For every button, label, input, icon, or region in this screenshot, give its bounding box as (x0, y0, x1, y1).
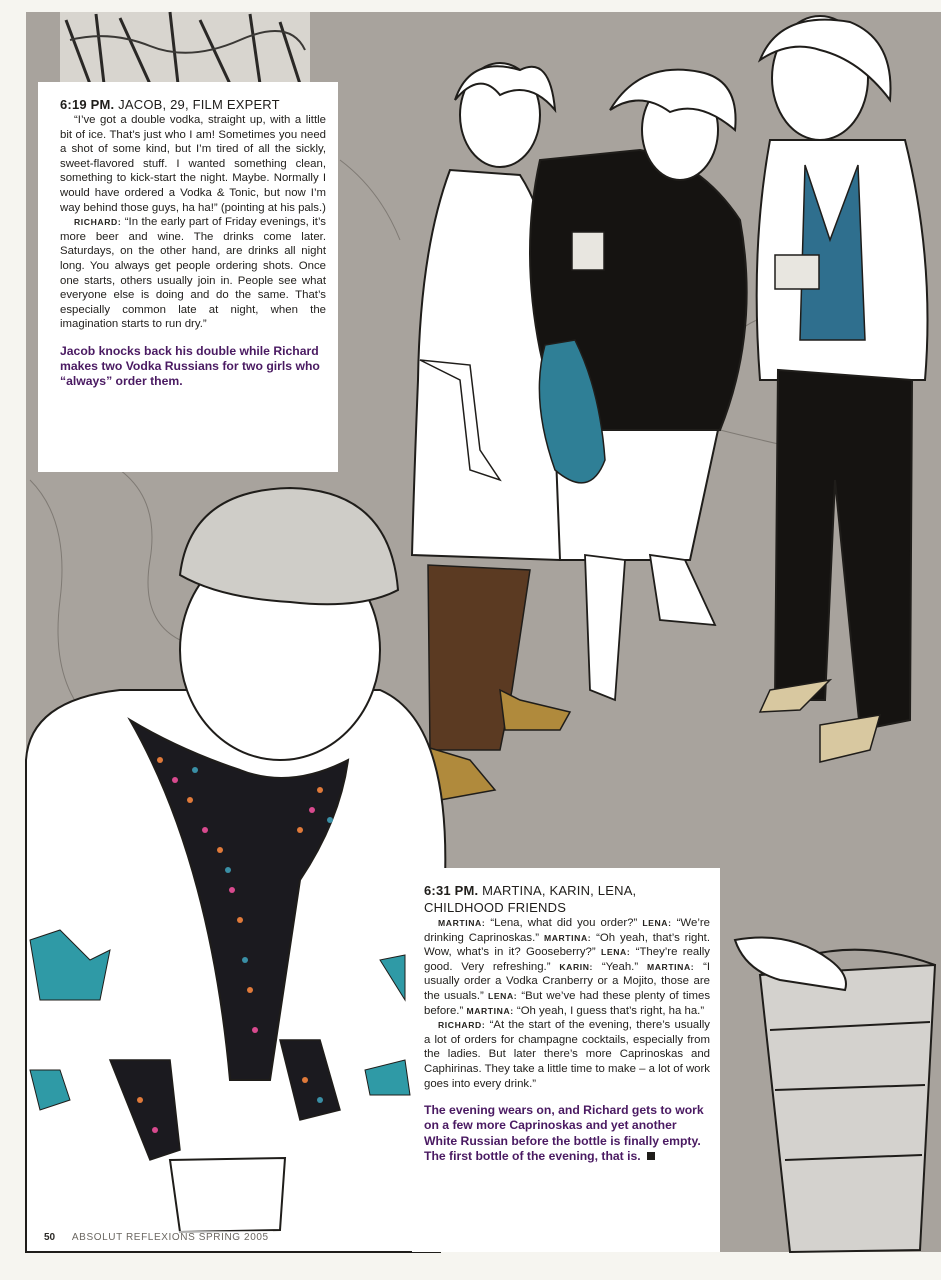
dialogue-line-3: “Oh yeah, that’s right. Wow, what’s in it? Gooseberry?” (424, 931, 710, 959)
section2-callout-text: The evening wears on, and Richard gets to work on a few more Caprinoskas and yet another White Russian before the bottle is finally empty. The first bottle of the evening, that is. (424, 1103, 704, 1163)
story-box-jacob (38, 82, 338, 472)
woman-teal-top (757, 16, 928, 762)
dialogue-line-6: “I usually order a Vodka Cranberry or a Mojito, those are the usuals.” (424, 960, 711, 1002)
speaker-richard: RICHARD: (438, 1020, 486, 1031)
speaker-lena: LENA: (487, 990, 518, 1001)
section1-callout: Jacob knocks back his double while Richard makes two Vodka Russians for two girls who “always” order them. (60, 343, 320, 389)
dialogue-line-2: “We’re drinking Caprinoskas.” (424, 917, 710, 944)
ice-bucket (735, 938, 935, 1253)
section2-person: MARTINA, KARIN, LENA, CHILDHOOD FRIENDS (424, 883, 637, 915)
dialogue-line-5: “Yeah.” (601, 960, 639, 973)
speaker-lena: LENA: (601, 947, 631, 958)
section1-person: JACOB, 29, FILM EXPERT (118, 97, 280, 112)
section1-heading (60, 96, 326, 113)
section1-time: 6:19 PM. (60, 97, 115, 112)
page-footer (40, 1231, 273, 1247)
section1-body (60, 113, 326, 332)
dialogue-line-7: “But we’ve had these plenty of times before.” (424, 989, 711, 1017)
man-with-cap (26, 488, 445, 1252)
speaker-martina: MARTINA: (466, 1005, 514, 1016)
speaker-lena: LENA: (642, 918, 672, 928)
section1-quote-richard: “In the early part of Friday evenings, it’s more beer and wine. The drinks come later. Saturdays, on the other hand, are drinks all night long. You always get people ordering shots. Once one starts, others usually join in. People see what everyone else is doing and do the same. That’s especially common late at night, when the imagination starts to run dry.” (60, 216, 326, 331)
section2-callout (424, 1103, 710, 1164)
dialogue-line-4: “They’re really good. Very refreshing.” (424, 946, 711, 973)
speaker-karin: KARIN: (559, 961, 594, 972)
section2-richard-paragraph (424, 1018, 710, 1091)
publication-name: ABSOLUT REFLEXIONS SPRING 2005 (71, 1232, 269, 1243)
speaker-martina: MARTINA: (543, 932, 592, 943)
speaker-martina: MARTINA: (646, 961, 695, 972)
collage-texture-top (60, 12, 310, 84)
page-number: 50 (44, 1232, 56, 1243)
section1-quote-jacob: “I’ve got a double vodka, straight up, with a little bit of ice. That’s just who I am! Sometimes you need a shot of some kind, but I’m tired of all the sickly, sweet-flavored stuff. I wanted something clean, something to kick-start the night. Maybe. Normally I would have ordered a Vodka & Tonic, but now I’m way behind those guys, ha ha!” (pointing at his pals.) (60, 114, 326, 214)
dialogue-line-1: “Lena, what did you order?” (490, 917, 638, 929)
section2-time: 6:31 PM. (424, 883, 479, 898)
story-box-friends (412, 868, 720, 1252)
end-mark-icon (647, 1152, 655, 1160)
speaker-richard: RICHARD: (74, 217, 122, 228)
section2-body (424, 916, 710, 1091)
dialogue-line-8: “Oh yeah, I guess that’s right, ha ha.” (516, 1004, 705, 1017)
section1-richard-paragraph (60, 215, 326, 332)
section2-dialogue (424, 916, 710, 1018)
speaker-martina: MARTINA: (438, 918, 486, 928)
woman-black-jacket (530, 70, 747, 700)
section2-quote-richard: “At the start of the evening, there’s usually a lot of orders for champagne cocktails, especially from the ladies. But later there’s more Caprinoskas and Caphirinas. They take a little time to make – a lot of work goes into every drink.” (424, 1019, 710, 1090)
section2-heading (424, 882, 710, 916)
